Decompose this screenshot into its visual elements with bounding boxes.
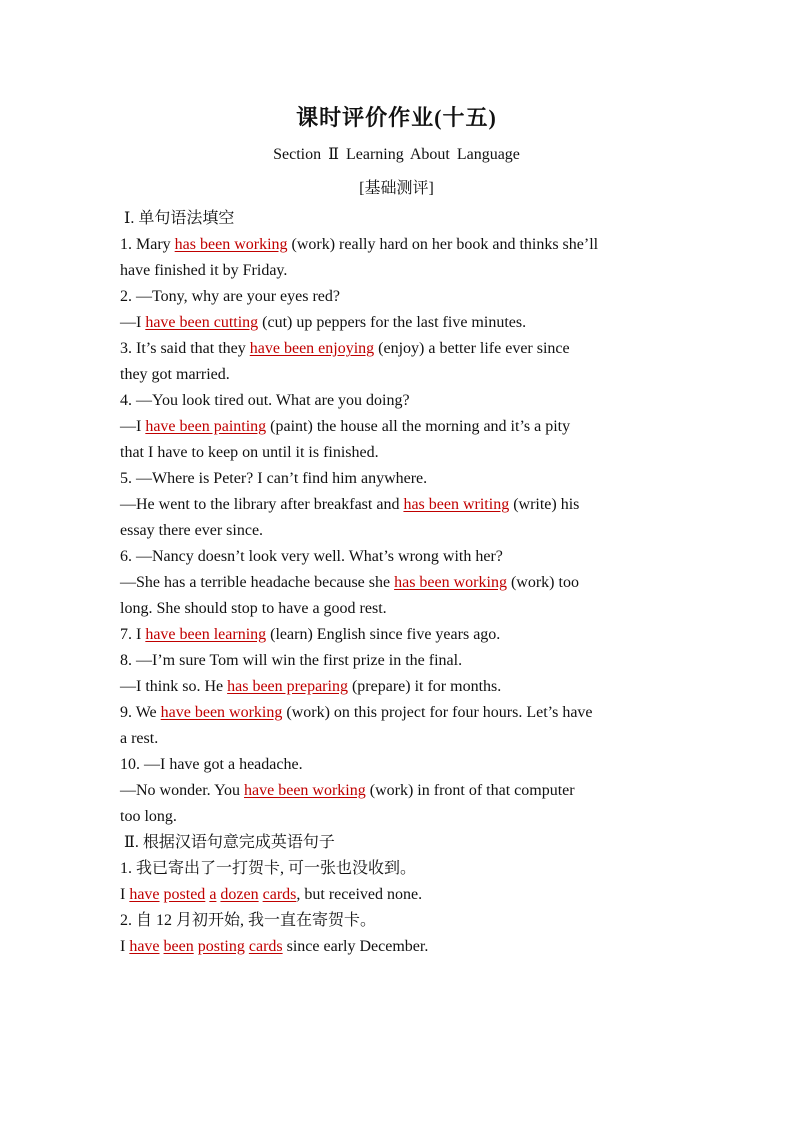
line-text-before: that I have to keep on until it is finished.: [120, 444, 379, 461]
exercise-line: [120, 752, 673, 778]
exercise-item: [120, 284, 673, 336]
answer-word: posted: [163, 886, 206, 903]
line-text-before: —I: [120, 418, 146, 435]
part2-exercise-list: [120, 856, 673, 960]
line-text-after: (work) too: [506, 574, 579, 591]
exercise-line: [120, 544, 673, 570]
exercise-line: [120, 570, 673, 596]
answer-blank: have been learning: [145, 626, 267, 643]
exercise-line: [120, 804, 673, 830]
part1-exercise-list: [120, 232, 673, 830]
sentence-start: I: [120, 886, 130, 903]
exercise-line: [120, 778, 673, 804]
exercise-line: [120, 700, 673, 726]
exercise-item: [120, 544, 673, 622]
line-text-before: 4. —You look tired out. What are you doing?: [120, 392, 410, 409]
line-text-before: —He went to the library after breakfast and: [120, 496, 404, 513]
line-text-after: (work) in front of that computer: [365, 782, 575, 799]
answer-word: been: [163, 938, 194, 955]
translation-line: [120, 882, 673, 908]
exercise-line: [120, 362, 673, 388]
answer-blank: have been painting: [145, 418, 267, 435]
exercise-line: [120, 232, 673, 258]
answer-blank: have been enjoying: [249, 340, 375, 357]
exercise-line: [120, 258, 673, 284]
answer-word: cards: [262, 886, 297, 903]
line-text-after: (enjoy) a better life ever since: [374, 340, 570, 357]
test-heading: [基础测评]: [359, 180, 434, 197]
exercise-line: [120, 310, 673, 336]
line-text-before: —I: [120, 314, 146, 331]
answer-blank: have been working: [244, 782, 366, 799]
chinese-prompt: 1. 我已寄出了一打贺卡, 可一张也没收到。: [120, 860, 417, 877]
answer-word: cards: [248, 938, 283, 955]
line-text-before: 6. —Nancy doesn’t look very well. What’s wrong with her?: [120, 548, 503, 565]
line-text-before: too long.: [120, 808, 177, 825]
line-text-after: (learn) English since five years ago.: [266, 626, 501, 643]
line-text-before: 2. —Tony, why are your eyes red?: [120, 288, 340, 305]
exercise-item: [120, 388, 673, 466]
page-title: 课时评价作业(十五): [296, 105, 497, 130]
answer-blank: has been preparing: [227, 678, 348, 695]
line-text-after: (work) really hard on her book and thinks she’ll: [287, 236, 599, 253]
answer-blank: have been cutting: [145, 314, 259, 331]
answer-blank: have been working: [160, 704, 283, 721]
exercise-item: [120, 466, 673, 544]
exercise-item: [120, 648, 673, 700]
answer-word: have: [129, 938, 160, 955]
answer-blank: has been working: [394, 574, 507, 591]
line-text-before: 3. It’s said that they: [120, 340, 250, 357]
exercise-line: [120, 596, 673, 622]
exercise-line: [120, 492, 673, 518]
line-text-before: essay there ever since.: [120, 522, 264, 539]
exercise-item: [120, 752, 673, 830]
line-text-before: a rest.: [120, 730, 159, 747]
line-text-before: they got married.: [120, 366, 230, 383]
line-text-before: —She has a terrible headache because she: [120, 574, 395, 591]
line-text-before: 8. —I’m sure Tom will win the first prize in the final.: [120, 652, 463, 669]
exercise-item: [120, 700, 673, 752]
exercise-line: [120, 674, 673, 700]
line-text-before: —I think so. He: [120, 678, 228, 695]
chinese-prompt: 2. 自 12 月初开始, 我一直在寄贺卡。: [120, 912, 377, 929]
line-text-after: (work) on this project for four hours. Let’s have: [282, 704, 593, 721]
section-subtitle: Section Ⅱ Learning About Language: [273, 146, 520, 163]
exercise-item: [120, 622, 673, 648]
exercise-line: [120, 648, 673, 674]
sentence-start: I: [120, 938, 130, 955]
line-text-after: (paint) the house all the morning and it’s a pity: [266, 418, 571, 435]
answer-word: a: [209, 886, 217, 903]
line-text-before: 5. —Where is Peter? I can’t find him anywhere.: [120, 470, 428, 487]
line-text-before: 7. I: [120, 626, 146, 643]
sentence-end: since early December.: [282, 938, 429, 955]
part1-heading: Ⅰ. 单句语法填空: [124, 210, 235, 227]
line-text-before: have finished it by Friday.: [120, 262, 288, 279]
line-text-after: (prepare) it for months.: [347, 678, 502, 695]
answer-word: have: [129, 886, 160, 903]
line-text-before: long. She should stop to have a good rest.: [120, 600, 387, 617]
exercise-line: [120, 518, 673, 544]
exercise-line: [120, 466, 673, 492]
line-text-before: 1. Mary: [120, 236, 175, 253]
answer-word: posting: [197, 938, 245, 955]
exercise-item: [120, 336, 673, 388]
answer-blank: has been writing: [403, 496, 510, 513]
exercise-line: [120, 388, 673, 414]
answer-blank: has been working: [174, 236, 288, 253]
exercise-line: [120, 726, 673, 752]
answer-word: dozen: [220, 886, 259, 903]
line-text-before: —No wonder. You: [120, 782, 245, 799]
translation-line: [120, 934, 673, 960]
exercise-line: [120, 440, 673, 466]
exercise-line: [120, 414, 673, 440]
exercise-line: [120, 622, 673, 648]
line-text-before: 9. We: [120, 704, 161, 721]
exercise-line: [120, 284, 673, 310]
worksheet-page: [120, 100, 673, 960]
sentence-end: , but received none.: [296, 886, 423, 903]
line-text-after: (write) his: [509, 496, 580, 513]
line-text-after: (cut) up peppers for the last five minutes.: [258, 314, 527, 331]
exercise-item: [120, 232, 673, 284]
exercise-line: [120, 336, 673, 362]
line-text-before: 10. —I have got a headache.: [120, 756, 303, 773]
part2-heading: Ⅱ. 根据汉语句意完成英语句子: [124, 834, 335, 851]
